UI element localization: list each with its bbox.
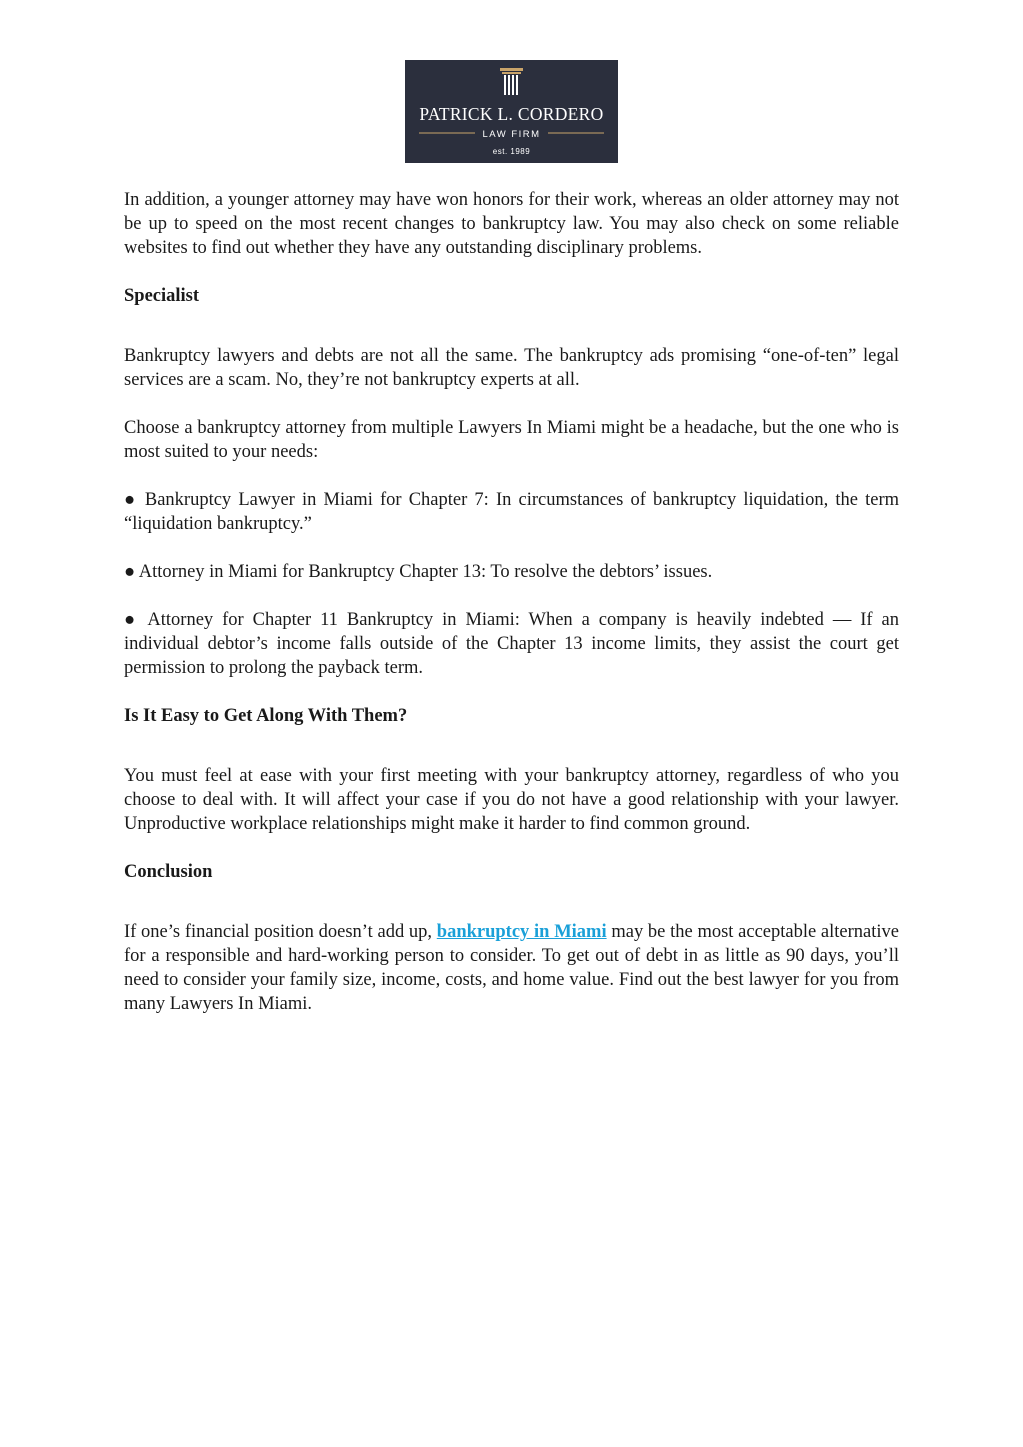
bullet-chapter-7: ● Bankruptcy Lawyer in Miami for Chapter 7: In circumstances of bankruptcy liquidation, the term “liquidation bankruptcy.” xyxy=(124,490,899,534)
logo-law-firm: LAW FIRM xyxy=(482,129,541,140)
conclusion-text-start: If one’s financial position doesn’t add up, xyxy=(124,922,437,942)
paragraph-conclusion xyxy=(124,920,899,1016)
heading-easy: Is It Easy to Get Along With Them? xyxy=(124,706,408,726)
paragraph-easy: You must feel at ease with your first meeting with your bankruptcy attorney, regardless of who you choose to deal with. It will affect your case if you do not have a good relationship with your lawyer. Unproductive workplace relationships might make it harder to find common ground. xyxy=(124,766,899,834)
logo-graphic xyxy=(405,60,618,163)
law-firm-logo xyxy=(405,60,618,163)
article-body xyxy=(124,188,899,1016)
conclusion-text-end: may be the most acceptable alternative for a responsible and hard-working person to consider. To get out of debt in as little as 90 days, you’ll need to consider your family size, income, costs, and home value. Find out the best lawyer for you from many Lawyers In Miami. xyxy=(124,922,899,1014)
heading-conclusion: Conclusion xyxy=(124,862,213,882)
bullet-chapter-13: ● Attorney in Miami for Bankruptcy Chapter 13: To resolve the debtors’ issues. xyxy=(124,562,713,582)
logo-firm-name: PATRICK L. CORDERO xyxy=(419,104,604,124)
bullet-chapter-11: ● Attorney for Chapter 11 Bankruptcy in Miami: When a company is heavily indebted — If an individual debtor’s income falls outside of the Chapter 13 income limits, they assist the court get permission to prolong the payback term. xyxy=(124,610,899,678)
bankruptcy-in-miami-link[interactable]: bankruptcy in Miami xyxy=(436,922,607,942)
logo-established: est. 1989 xyxy=(492,147,531,156)
paragraph-specialist: Bankruptcy lawyers and debts are not all the same. The bankruptcy ads promising “one-of-ten” legal services are a scam. No, they’re not bankruptcy experts at all. xyxy=(124,346,899,390)
paragraph-choose: Choose a bankruptcy attorney from multiple Lawyers In Miami might be a headache, but the one who is most suited to your needs: xyxy=(124,418,899,462)
paragraph-intro: In addition, a younger attorney may have won honors for their work, whereas an older attorney may not be up to speed on the most recent changes to bankruptcy law. You may also check on some reliable websites to find out whether they have any outstanding disciplinary problems. xyxy=(124,190,899,258)
heading-specialist: Specialist xyxy=(124,286,200,306)
column-pillar-icon xyxy=(500,68,523,95)
